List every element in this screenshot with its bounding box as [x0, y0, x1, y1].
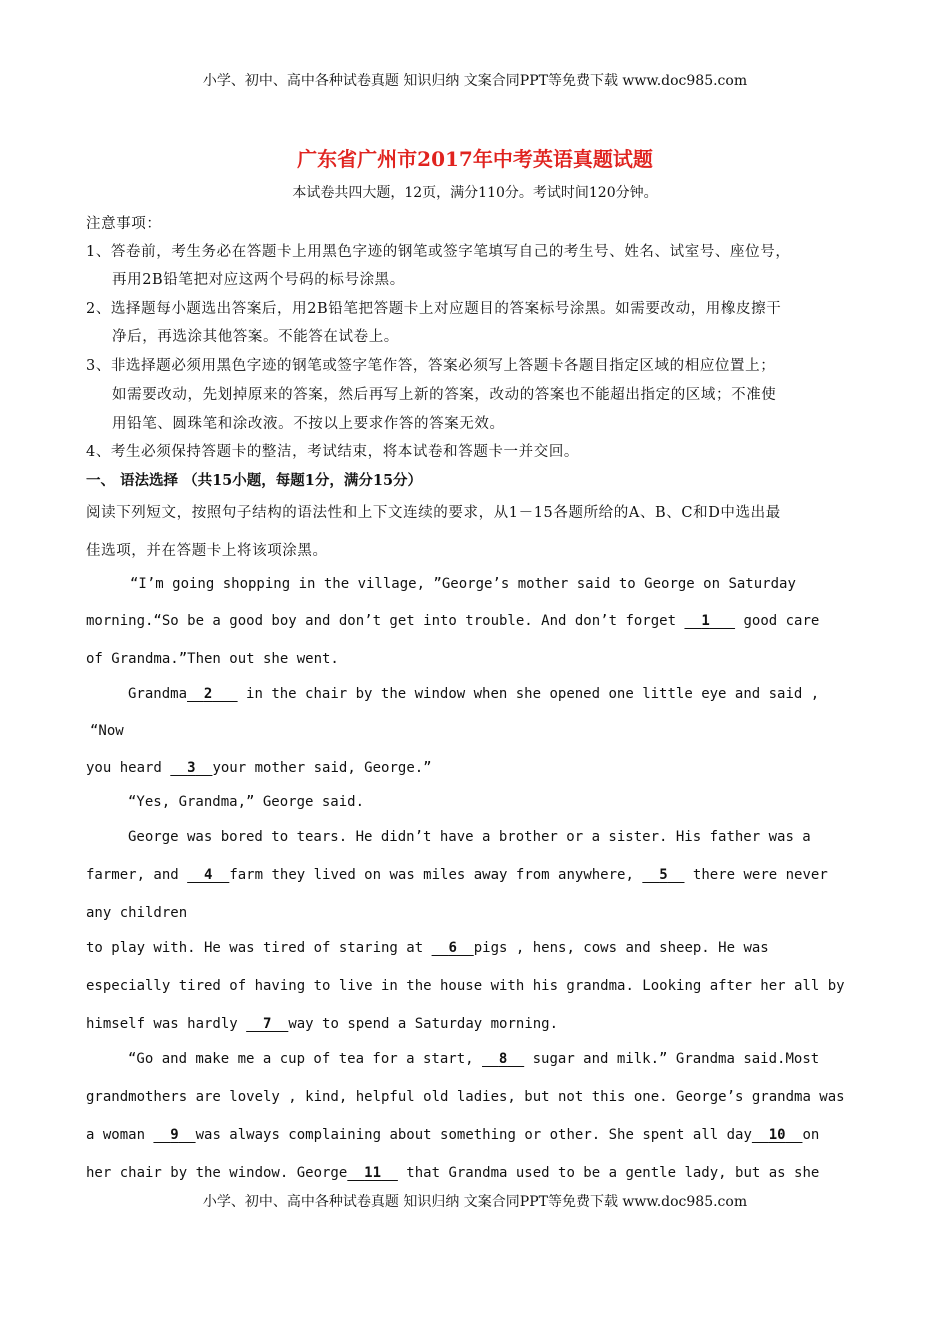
blank-5: 5 [659, 867, 668, 883]
notice-heading: 注意事项： [86, 216, 162, 232]
passage-line: her chair by the window. George 11 that Grandma used to be a gentle lady, but as she [86, 1165, 820, 1181]
blank-3: 3 [187, 760, 196, 776]
blank-1: 1 [701, 613, 710, 629]
passage-line: farmer, and 4 farm they lived on was miles away from anywhere, 5 there were never [86, 867, 828, 883]
notice-line: 2、选择题每小题选出答案后，用2B铅笔把答题卡上对应题目的答案标号涂黑。如需要改动，用橡皮擦干 [86, 301, 782, 317]
section-instruction: 佳选项，并在答题卡上将该项涂黑。 [86, 543, 328, 559]
page-header: 小学、初中、高中各种试卷真题 知识归纳 文案合同PPT等免费下载 www.doc985.com [202, 73, 748, 89]
blank-9: 9 [170, 1127, 179, 1143]
blank-6: 6 [448, 940, 457, 956]
notice-line: 如需要改动，先划掉原来的答案，然后再写上新的答案，改动的答案也不能超出指定的区域；不准使 [112, 387, 777, 403]
passage-line: you heard 3 your mother said, George.” [86, 760, 432, 776]
notice-line: 3、非选择题必须用黑色字迹的钢笔或签字笔作答，答案必须写上答题卡各题目指定区域的相应位置上； [86, 358, 776, 374]
notice-line: 净后，再选涂其他答案。不能答在试卷上。 [112, 329, 399, 345]
passage-line: Grandma 2 in the chair by the window when she opened one little eye and said , [128, 686, 820, 702]
passage-line: grandmothers are lovely , kind, helpful old ladies, but not this one. George’s grandma was [86, 1089, 845, 1105]
passage-line: a woman 9 was always complaining about something or other. She spent all day 10 on [86, 1127, 820, 1143]
passage-line: to play with. He was tired of staring at 6 pigs , hens, cows and sheep. He was [86, 940, 769, 956]
exam-subtitle: 本试卷共四大题，12页，满分110分。考试时间120分钟。 [292, 185, 658, 201]
notice-line: 4、考生必须保持答题卡的整洁，考试结束，将本试卷和答题卡一并交回。 [86, 444, 580, 460]
blank-2: 2 [203, 686, 213, 702]
notice-line: 再用2B铅笔把对应这两个号码的标号涂黑。 [112, 272, 405, 288]
passage-line: any children [86, 905, 188, 921]
notice-line: 1、答卷前，考生务必在答题卡上用黑色字迹的钢笔或签字笔填写自己的考生号、姓名、试室号、座位号， [86, 244, 791, 260]
passage-line: “Yes, Grandma,” George said. [128, 794, 365, 810]
section-instruction: 阅读下列短文，按照句子结构的语法性和上下文连续的要求，从1－15各题所给的A、B、C和D中选出最 [86, 505, 781, 521]
blank-8: 8 [498, 1051, 508, 1067]
passage-line: especially tired of having to live in the house with his grandma. Looking after her all by [86, 978, 845, 994]
blank-4: 4 [204, 867, 213, 883]
exam-title: 广东省广州市2017年中考英语真题试题 [297, 147, 653, 171]
page-footer: 小学、初中、高中各种试卷真题 知识归纳 文案合同PPT等免费下载 www.doc985.com [202, 1194, 748, 1210]
passage-line: George was bored to tears. He didn’t have a brother or a sister. His father was a [128, 829, 811, 845]
section-heading: 一、 语法选择 （共15小题，每题1分，满分15分） [86, 472, 423, 489]
passage-line: “Now [90, 723, 124, 739]
blank-10: 10 [768, 1127, 786, 1143]
passage-line: of Grandma.”Then out she went. [86, 651, 339, 667]
passage-line: “Go and make me a cup of tea for a start, 8 sugar and milk.” Grandma said.Most [128, 1051, 820, 1067]
notice-line: 用铅笔、圆珠笔和涂改液。不按以上要求作答的答案无效。 [112, 416, 505, 432]
passage-line: morning.“So be a good boy and don’t get into trouble. And don’t forget 1 good care [86, 613, 820, 629]
passage-line: himself was hardly 7 way to spend a Saturday morning. [86, 1016, 559, 1032]
blank-7: 7 [263, 1016, 272, 1032]
passage-line: “I’m going shopping in the village, ”George’s mother said to George on Saturday [130, 576, 796, 592]
blank-11: 11 [364, 1165, 382, 1181]
